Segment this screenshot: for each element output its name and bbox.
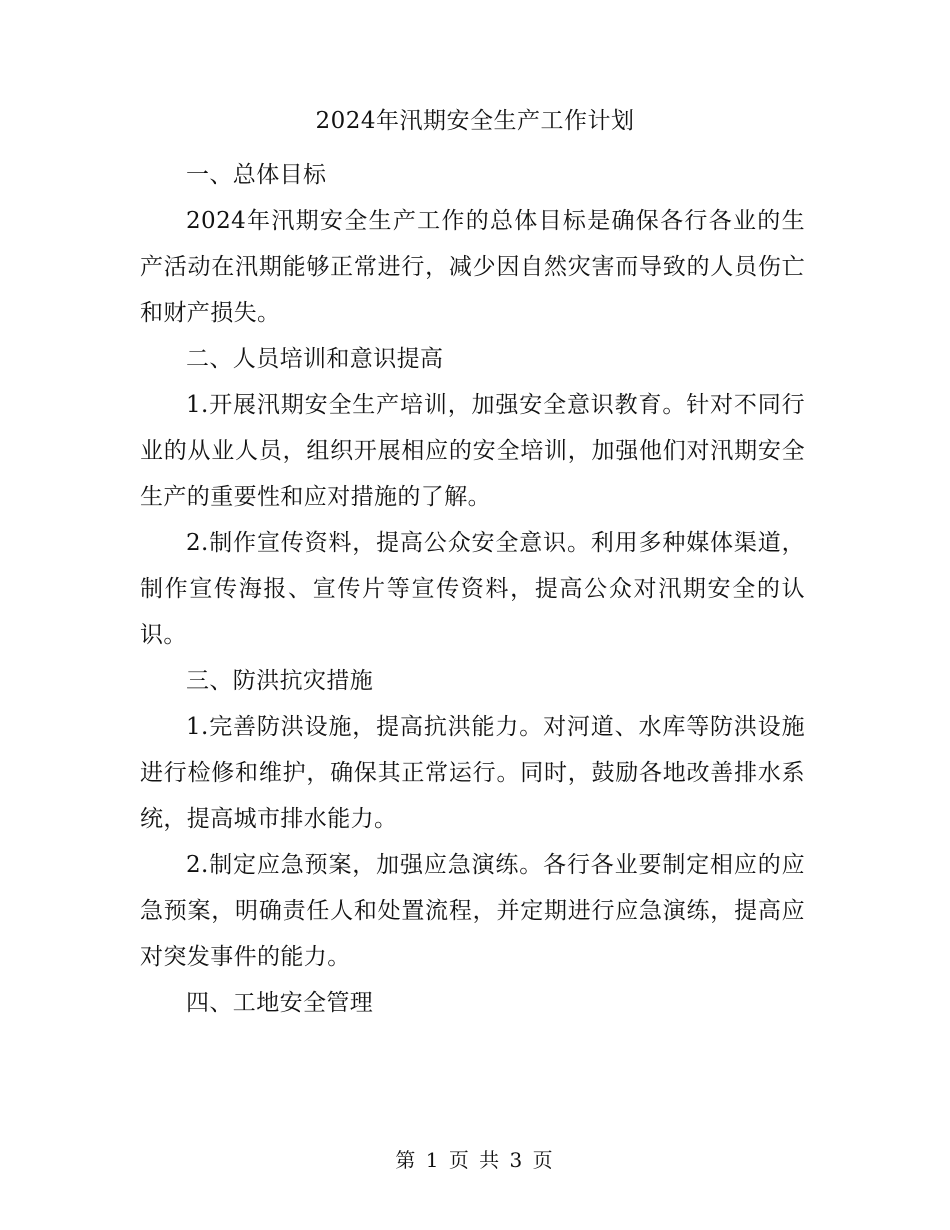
section-heading-1: 一、总体目标 — [186, 162, 327, 188]
section-1-paragraph-1: 2024年汛期安全生产工作的总体目标是确保各行各业的生产活动在汛期能够正常进行，减少因自然灾害而导致的人员伤亡和财产损失。 — [140, 208, 805, 326]
section-heading-4: 四、工地安全管理 — [186, 990, 374, 1016]
section-3-paragraph-1: 1.完善防洪设施，提高抗洪能力。对河道、水库等防洪设施进行检修和维护，确保其正常运行。同时，鼓励各地改善排水系统，提高城市排水能力。 — [140, 714, 805, 832]
section-3-paragraph-2: 2.制定应急预案，加强应急演练。各行各业要制定相应的应急预案，明确责任人和处置流程，并定期进行应急演练，提高应对突发事件的能力。 — [140, 852, 805, 970]
section-heading-3: 三、防洪抗灾措施 — [186, 668, 374, 694]
section-2-paragraph-1: 1.开展汛期安全生产培训，加强安全意识教育。针对不同行业的从业人员，组织开展相应的安全培训，加强他们对汛期安全生产的重要性和应对措施的了解。 — [140, 392, 805, 510]
section-heading-2: 二、人员培训和意识提高 — [186, 346, 444, 372]
section-2-paragraph-2: 2.制作宣传资料，提高公众安全意识。利用多种媒体渠道，制作宣传海报、宣传片等宣传资料，提高公众对汛期安全的认识。 — [140, 530, 805, 648]
document-body — [140, 152, 805, 1026]
document-title: 2024年汛期安全生产工作计划 — [315, 108, 635, 134]
page-number-footer: 第 1 页 共 3 页 — [395, 1148, 555, 1172]
